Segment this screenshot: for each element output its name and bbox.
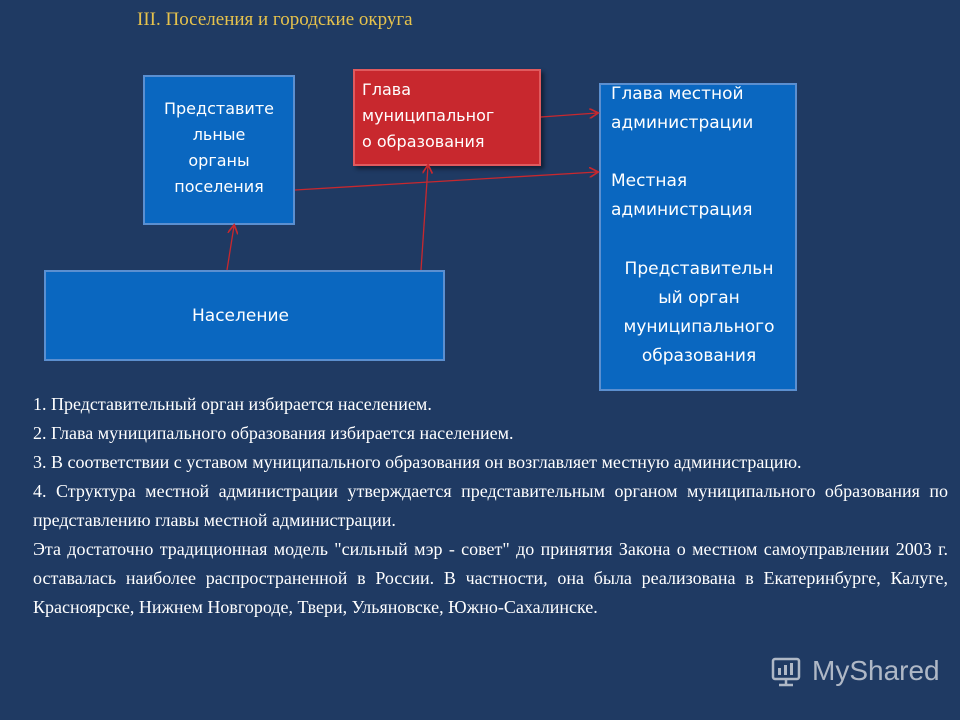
slide-title: III. Поселения и городские округа [137,9,413,30]
watermark-text: MyShared [812,655,940,686]
admin-box [599,83,797,391]
paragraph-5: Эта достаточно традиционная модель "сильный мэр - совет" до принятия Закона о местном самоуправлении 2003 г. оставалась наиболее распространенной в России. В частности, она была реализована в Екатеринбурге, Калуге, Красноярске, Нижнем Новгороде, Твери, Ульяновске, Южно-Сахалинске. [33,539,948,617]
paragraph-1: 1. Представительный орган избирается населением. [33,394,432,414]
arrow-population-to-rep [227,226,234,270]
paragraph-3: 3. В соответствии с уставом муниципального образования он возглавляет местную администрацию. [33,452,802,472]
local-admin-label: Местная администрация [611,171,753,220]
population-box [44,270,445,361]
representative-bodies-label: Представите льные органы поселения [163,99,274,196]
arrow-rep-to-local-admin [295,172,597,190]
myshared-logo-icon [770,654,804,688]
head-mo-box: Глава муниципальног о образования [353,69,541,166]
body-text [33,390,948,622]
paragraph-2: 2. Глава муниципального образования избирается населением. [33,423,514,443]
arrow-population-to-head [421,166,428,270]
rep-body-mo-label: Представительн ый орган муниципального образования [623,259,775,366]
population-label: Население [192,306,289,326]
myshared-watermark [770,654,940,688]
admin-head-label: Глава местной администрации [611,84,754,133]
paragraph-4: 4. Структура местной администрации утверждается представительным органом муниципального образования по представлению главы местной администрации. [33,481,948,530]
representative-bodies-box [143,75,295,225]
arrow-head-to-admin-head [541,113,597,117]
